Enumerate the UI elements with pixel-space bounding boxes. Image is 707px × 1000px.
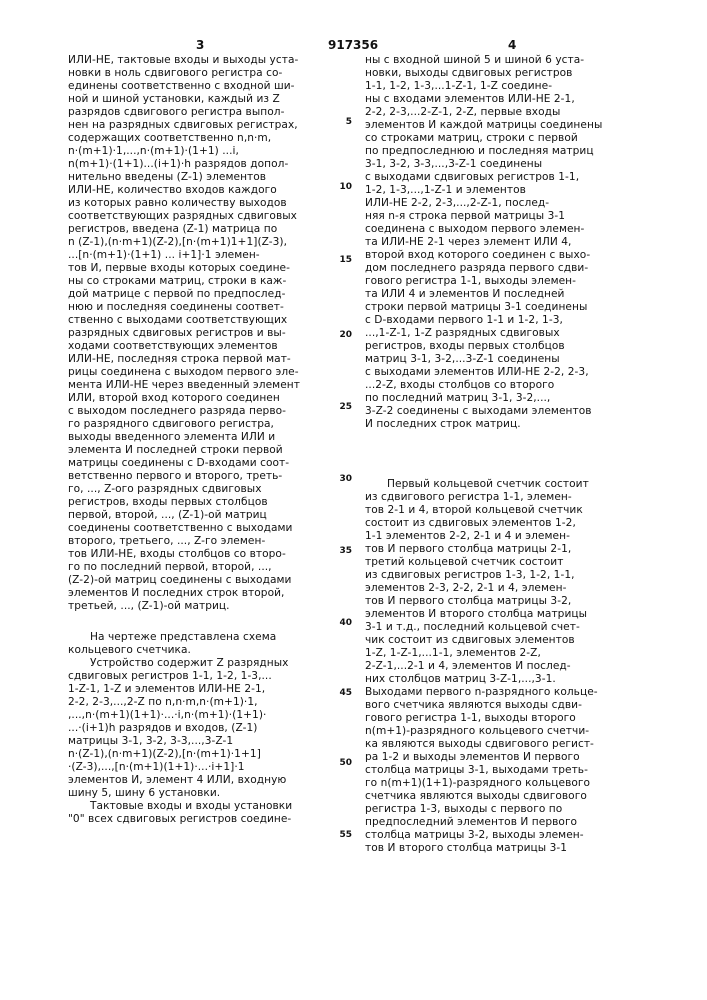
text-line: новки в ноль сдвигового регистра со- — [68, 67, 300, 80]
text-line: них столбцов матриц 3-Z-1,...,3-1. — [365, 673, 598, 686]
text-line: мента ИЛИ-НЕ через введенный элемент — [68, 379, 300, 392]
text-line: Устройство содержит Z разрядных — [68, 657, 292, 670]
text-line: с D-входами первого 1-1 и 1-2, 1-3, — [365, 314, 602, 327]
text-line: состоит из сдвиговых элементов 1-2, — [365, 517, 598, 530]
text-line: единены соответственно с входной ши- — [68, 80, 300, 93]
text-line: тов И первого столбца матрицы 2-1, — [365, 543, 598, 556]
text-line: Тактовые входы и входы установки — [68, 800, 292, 813]
text-line: шину 5, шину 6 установки. — [68, 787, 292, 800]
text-line: го n(m+1)(1+1)-разрядного кольцевого — [365, 777, 598, 790]
text-line: тов ИЛИ-НЕ, входы столбцов со второ- — [68, 548, 300, 561]
line-number: 5 — [336, 117, 352, 127]
text-line: ной и шиной установки, каждый из Z — [68, 93, 300, 106]
text-line: гового регистра 1-1, выходы элемен- — [365, 275, 602, 288]
text-line: новки, выходы сдвиговых регистров — [365, 67, 602, 80]
text-line: матрицы соединены с D-входами соот- — [68, 457, 300, 470]
text-line: по предпоследнюю и последняя матриц — [365, 145, 602, 158]
text-line: тов И первого столбца матрицы 3-2, — [365, 595, 598, 608]
text-line: вого счетчика являются выходы сдви- — [365, 699, 598, 712]
line-number: 45 — [336, 688, 352, 698]
left-column-block1 — [68, 54, 300, 613]
text-line: второй вход которого соединен с выхо- — [365, 249, 602, 262]
text-line: 3-1, 3-2, 3-3,...,3-Z-1 соединены — [365, 158, 602, 171]
text-line: та ИЛИ-НЕ 2-1 через элемент ИЛИ 4, — [365, 236, 602, 249]
text-line: ИЛИ-НЕ, количество входов каждого — [68, 184, 300, 197]
text-line: ...·(i+1)h разрядов и входов, (Z-1) — [68, 722, 292, 735]
text-line: чик состоит из сдвиговых элементов — [365, 634, 598, 647]
text-line: 1-2, 1-3,...,1-Z-1 и элементов — [365, 184, 602, 197]
text-line: соответствующих разрядных сдвиговых — [68, 210, 300, 223]
text-line: На чертеже представлена схема — [68, 631, 292, 644]
text-line: Выходами первого n-разрядного кольце- — [365, 686, 598, 699]
line-number: 30 — [336, 474, 352, 484]
text-line: элемента И последней строки первой — [68, 444, 300, 457]
text-line: кольцевого счетчика. — [68, 644, 292, 657]
text-line: элементов И второго столбца матрицы — [365, 608, 598, 621]
text-line: счетчика являются выходы сдвигового — [365, 790, 598, 803]
text-line: 1-Z-1, 1-Z и элементов ИЛИ-НЕ 2-1, — [68, 683, 292, 696]
text-line: ИЛИ-НЕ 2-2, 2-3,...,2-Z-1, послед- — [365, 197, 602, 210]
text-line: со строками матриц, строки с первой — [365, 132, 602, 145]
text-line: строки первой матрицы 3-1 соединены — [365, 301, 602, 314]
text-line: рицы соединена с выходом первого эле- — [68, 366, 300, 379]
text-line: ны с входами элементов ИЛИ-НЕ 2-1, — [365, 93, 602, 106]
text-line: n·(Z-1),(n·m+1)(Z-2),[n·(m+1)·1+1] — [68, 748, 292, 761]
text-line: 2-Z-1,...2-1 и 4, элементов И послед- — [365, 660, 598, 673]
text-line: разрядов сдвигового регистра выпол- — [68, 106, 300, 119]
text-line: n·(m+1)·1,...,n·(m+1)·(1+1) ...i, — [68, 145, 300, 158]
right-column-block1 — [365, 54, 602, 431]
text-line: регистра 1-3, выходы с первого по — [365, 803, 598, 816]
text-line: элементов 2-3, 2-2, 2-1 и 4, элемен- — [365, 582, 598, 595]
left-column-block2 — [68, 631, 292, 826]
line-number: 10 — [336, 182, 352, 192]
text-line: элементов И последних строк второй, — [68, 587, 300, 600]
text-line: соединены соответственно с выходами — [68, 522, 300, 535]
text-line: 1-1 элементов 2-2, 2-1 и 4 и элемен- — [365, 530, 598, 543]
line-number: 15 — [336, 255, 352, 265]
text-line: n (Z-1),(n·m+1)(Z-2),[n·(m+1)1+1](Z-3), — [68, 236, 300, 249]
text-line: с выходами элементов ИЛИ-НЕ 2-2, 2-3, — [365, 366, 602, 379]
line-number: 40 — [336, 618, 352, 628]
text-line: сдвиговых регистров 1-1, 1-2, 1-3,... — [68, 670, 292, 683]
text-line: предпоследний элементов И первого — [365, 816, 598, 829]
text-line: го разрядного сдвигового регистра, — [68, 418, 300, 431]
text-line: элементов И каждой матрицы соединены — [365, 119, 602, 132]
line-number: 25 — [336, 402, 352, 412]
text-line: ственно с выходами соответствующих — [68, 314, 300, 327]
text-line: 3-Z-2 соединены с выходами элементов — [365, 405, 602, 418]
text-line: n(m+1)·(1+1)...(i+1)·h разрядов допол- — [68, 158, 300, 171]
text-line: регистров, входы первых столбцов — [365, 340, 602, 353]
text-line: ИЛИ, второй вход которого соединен — [68, 392, 300, 405]
text-line: дой матрице с первой по предпослед- — [68, 288, 300, 301]
text-line: ·(Z-3),...,[n·(m+1)(1+1)·...·i+1]·1 — [68, 761, 292, 774]
text-line: третьей, ..., (Z-1)-ой матриц. — [68, 600, 300, 613]
text-line: с выходами сдвиговых регистров 1-1, — [365, 171, 602, 184]
right-column-block2 — [365, 478, 598, 855]
text-line: нительно введены (Z-1) элементов — [68, 171, 300, 184]
text-line: тов 2-1 и 4, второй кольцевой счетчик — [365, 504, 598, 517]
line-number: 55 — [336, 830, 352, 840]
text-line: выходы введенного элемента ИЛИ и — [68, 431, 300, 444]
text-line: столбца матрицы 3-1, выходами треть- — [365, 764, 598, 777]
text-line: по последний матриц 3-1, 3-2,..., — [365, 392, 602, 405]
text-line: ИЛИ-НЕ, последняя строка первой мат- — [68, 353, 300, 366]
text-line: няя n-я строка первой матрицы 3-1 — [365, 210, 602, 223]
text-line: ветственно первого и второго, треть- — [68, 470, 300, 483]
page-number-left: 3 — [196, 38, 204, 52]
text-line: ...[n·(m+1)·(1+1) ... i+1]·1 элемен- — [68, 249, 300, 262]
line-number: 50 — [336, 758, 352, 768]
text-line: первой, второй, ..., (Z-1)-ой матриц — [68, 509, 300, 522]
text-line: Первый кольцевой счетчик состоит — [365, 478, 598, 491]
text-line: с выходом последнего разряда перво- — [68, 405, 300, 418]
line-number: 20 — [336, 330, 352, 340]
text-line: элементов И, элемент 4 ИЛИ, входную — [68, 774, 292, 787]
text-line: И последних строк матриц. — [365, 418, 602, 431]
text-line: ны с входной шиной 5 и шиной 6 уста- — [365, 54, 602, 67]
text-line: столбца матрицы 3-2, выходы элемен- — [365, 829, 598, 842]
text-line: ра 1-2 и выходы элементов И первого — [365, 751, 598, 764]
text-line: регистров, введена (Z-1) матрица по — [68, 223, 300, 236]
text-line: 2-2, 2-3,...,2-Z по n,n·m,n·(m+1)·1, — [68, 696, 292, 709]
text-line: ИЛИ-НЕ, тактовые входы и выходы уста- — [68, 54, 300, 67]
text-line: тов И второго столбца матрицы 3-1 — [365, 842, 598, 855]
text-line: ...,1-Z-1, 1-Z разрядных сдвиговых — [365, 327, 602, 340]
text-line: из сдвиговых регистров 1-3, 1-2, 1-1, — [365, 569, 598, 582]
text-line: разрядных сдвиговых регистров и вы- — [68, 327, 300, 340]
text-line: n(m+1)-разрядного кольцевого счетчи- — [365, 725, 598, 738]
text-line: 3-1 и т.д., последний кольцевой счет- — [365, 621, 598, 634]
text-line: 1-Z, 1-Z-1,...1-1, элементов 2-Z, — [365, 647, 598, 660]
text-line: дом последнего разряда первого сдви- — [365, 262, 602, 275]
text-line: соединена с выходом первого элемен- — [365, 223, 602, 236]
patent-number: 917356 — [328, 38, 378, 52]
text-line: тов И, первые входы которых соедине- — [68, 262, 300, 275]
text-line: 2-2, 2-3,...2-Z-1, 2-Z, первые входы — [365, 106, 602, 119]
text-line: "0" всех сдвиговых регистров соедине- — [68, 813, 292, 826]
page-number-right: 4 — [508, 38, 516, 52]
text-line: та ИЛИ 4 и элементов И последней — [365, 288, 602, 301]
text-line: регистров, входы первых столбцов — [68, 496, 300, 509]
text-line: второго, третьего, ..., Z-го элемен- — [68, 535, 300, 548]
text-line: матрицы 3-1, 3-2, 3-3,...,3-Z-1 — [68, 735, 292, 748]
text-line: содержащих соответственно n,n·m, — [68, 132, 300, 145]
text-line: нен на разрядных сдвиговых регистрах, — [68, 119, 300, 132]
text-line: ,...,n·(m+1)(1+1)·...·i,n·(m+1)·(1+1)· — [68, 709, 292, 722]
text-line: из сдвигового регистра 1-1, элемен- — [365, 491, 598, 504]
text-line: 1-1, 1-2, 1-3,...1-Z-1, 1-Z соедине- — [365, 80, 602, 93]
text-line: гового регистра 1-1, выходы второго — [365, 712, 598, 725]
text-line: третий кольцевой счетчик состоит — [365, 556, 598, 569]
text-line: ...2-Z, входы столбцов со второго — [365, 379, 602, 392]
text-line: из которых равно количеству выходов — [68, 197, 300, 210]
text-line: ны со строками матриц, строки в каж- — [68, 275, 300, 288]
text-line: ходами соответствующих элементов — [68, 340, 300, 353]
text-line: го по последний первой, второй, ..., — [68, 561, 300, 574]
text-line: ка являются выходы сдвигового регист- — [365, 738, 598, 751]
text-line: нюю и последняя соединены соответ- — [68, 301, 300, 314]
text-line: матриц 3-1, 3-2,...3-Z-1 соединены — [365, 353, 602, 366]
text-line: (Z-2)-ой матриц соединены с выходами — [68, 574, 300, 587]
line-number: 35 — [336, 546, 352, 556]
text-line: го, ..., Z-ого разрядных сдвиговых — [68, 483, 300, 496]
